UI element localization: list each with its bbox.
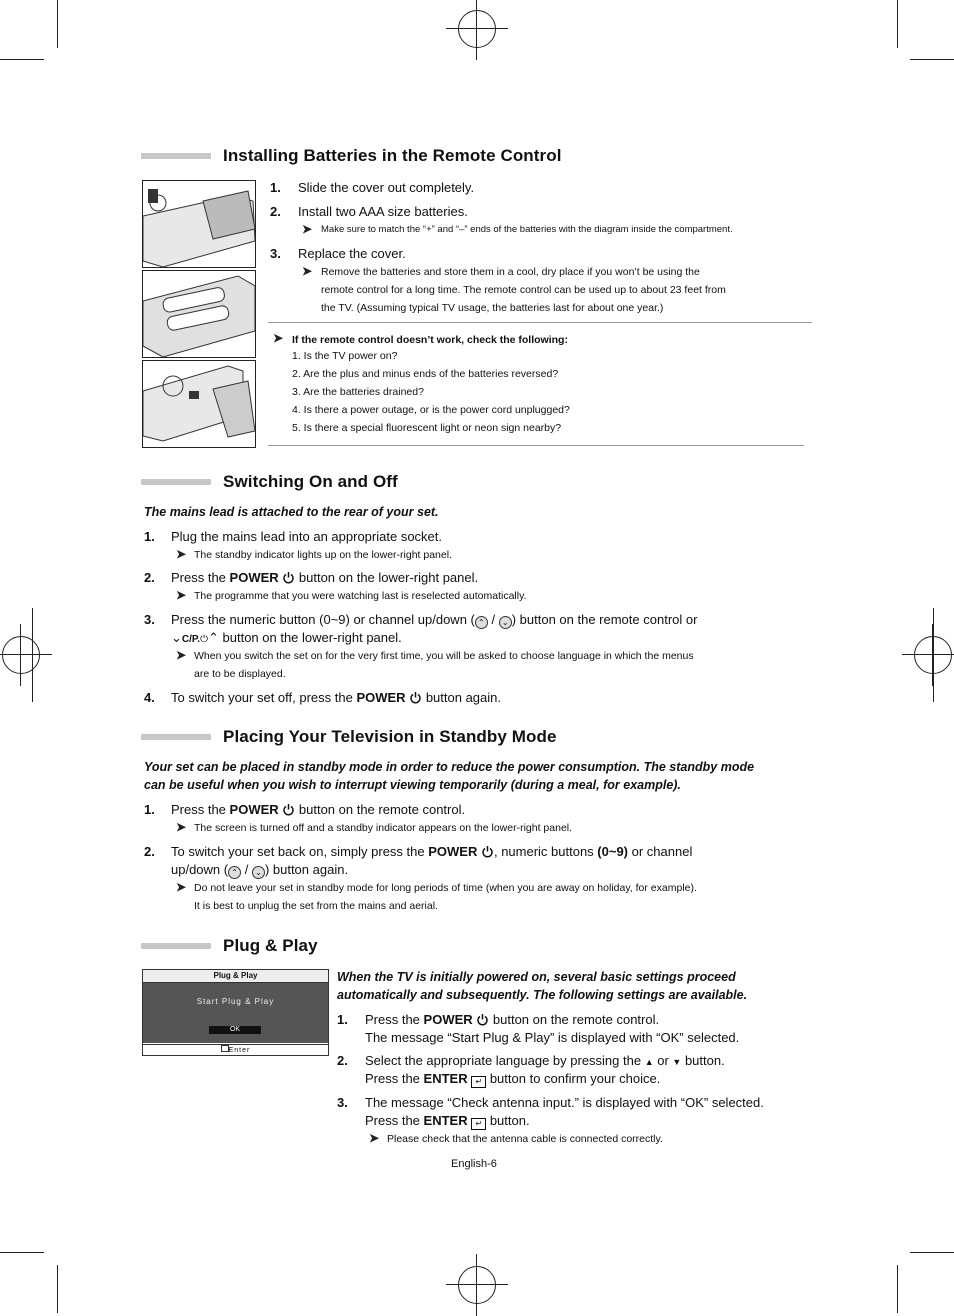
text-part: Press the [365,1012,424,1027]
step-text: Press the numeric button (0~9) or channel up/down ( ⌃ / ⌄ ) button on the remote control or [171,612,698,627]
crop-mark [57,0,58,48]
text-part: Select the appropriate language by pressing the [365,1053,645,1068]
enter-icon: ↵ [471,1118,486,1130]
enter-label: ENTER [423,1113,468,1128]
text-part: button on the remote control. [489,1012,660,1027]
section-bar [141,734,211,740]
note-arrow-icon: ➤ [176,588,187,602]
power-icon [481,845,494,861]
step-text [171,802,465,819]
text-part: ) button again. [264,862,349,877]
text-part: Press the [365,1071,424,1086]
text-part: button on the lower-right panel. [218,630,402,645]
step-number: 3. [270,246,281,261]
step-text [171,690,501,707]
text-part: Press the [171,802,230,817]
step-number: 1. [144,529,155,544]
check-heading: If the remote control doesn’t work, check the following: [292,334,568,346]
text-part: button. [486,1113,530,1128]
section-bar [141,479,211,485]
step-note: Do not leave your set in standby mode for long periods of time (when you are away on holiday, for example). [194,882,697,894]
text-part: button again. [422,690,501,705]
text-part: Press the [171,570,230,585]
step-number: 2. [337,1053,348,1068]
step-text: The message “Check antenna input.” is displayed with “OK” selected. [365,1095,764,1110]
step-note: are to be displayed. [194,668,286,680]
step-number: 2. [270,204,281,219]
step-text [365,1113,530,1130]
cp-label: C/P. [181,634,201,645]
step-text [365,1012,659,1029]
chevron-up-icon: ⌃ [208,630,219,645]
osd-title: Plug & Play [143,970,328,983]
crop-mark [897,1265,898,1313]
numeric-label: (0~9) [597,844,629,859]
remote-batteries-illustration [142,270,256,358]
enter-icon [221,1045,229,1052]
step-text [171,570,478,587]
step-note: The screen is turned off and a standby indicator appears on the lower-right panel. [194,822,573,834]
osd-footer [143,1044,328,1056]
crop-mark [910,59,954,60]
channel-up-icon: ⌃ [228,866,241,879]
step-text [171,630,402,646]
step-number: 3. [144,612,155,627]
check-item: 1. Is the TV power on? [292,350,398,362]
text-part: , numeric buttons [493,844,598,859]
text-part: To switch your set off, press the [171,690,357,705]
step-note: Please check that the antenna cable is connected correctly. [387,1133,663,1145]
osd-message: Start Plug & Play [196,997,275,1006]
step-text: up/down ( ⌃ / ⌄ ) button again. [171,862,349,877]
text-part: button. [681,1053,725,1068]
down-arrow-icon: ▼ [672,1057,682,1067]
section-bar [141,153,211,159]
step-note: The programme that you were watching last is reselected automatically. [194,590,527,602]
step-number: 1. [144,802,155,817]
step-text: Plug the mains lead into an appropriate socket. [171,529,443,544]
divider [268,445,804,446]
up-arrow-icon: ▲ [644,1057,654,1067]
step-number: 1. [337,1012,348,1027]
power-label: POWER [428,844,478,859]
enter-label: ENTER [423,1071,468,1086]
step-note: Remove the batteries and store them in a cool, dry place if you won’t be using the [321,266,700,278]
step-note: The standby indicator lights up on the lower-right panel. [194,549,452,561]
power-icon [409,691,422,707]
section-title-plug-play: Plug & Play [223,936,318,955]
section-title-batteries: Installing Batteries in the Remote Control [223,146,562,165]
section-title-standby: Placing Your Television in Standby Mode [223,727,557,746]
section-bar [141,943,211,949]
crop-mark [57,1265,58,1313]
step-note: Make sure to match the “+” and “–” ends of the batteries with the diagram inside the compartment. [321,224,733,235]
crop-mark [0,1252,44,1253]
text-part: Press the numeric button (0~9) or channel up/down ( [171,612,475,627]
step-text: The message “Start Plug & Play” is displayed with “OK” selected. [365,1030,740,1045]
section-intro: automatically and subsequently. The following settings are available. [337,988,748,1002]
channel-up-icon: ⌃ [475,616,488,629]
step-text: Slide the cover out completely. [298,180,475,195]
step-text: Install two AAA size batteries. [298,204,468,219]
power-label: POWER [356,690,406,705]
text-part: button to confirm your choice. [486,1071,661,1086]
osd-body [143,983,328,1043]
note-arrow-icon: ➤ [176,880,187,894]
check-item: 5. Is there a special fluorescent light or neon sign nearby? [292,422,562,434]
osd-ok-button[interactable]: OK [209,1026,261,1034]
text-part: or channel [628,844,693,859]
check-item: 4. Is there a power outage, or is the power cord unplugged? [292,404,570,416]
step-text [171,844,692,861]
step-note: the TV. (Assuming typical TV usage, the batteries last for about one year.) [321,302,664,314]
crop-mark [897,0,898,48]
text-part: ) button on the remote control or [511,612,698,627]
power-icon [282,571,295,587]
text-part: up/down ( [171,862,229,877]
note-arrow-icon: ➤ [176,648,187,662]
section-intro: The mains lead is attached to the rear of your set. [144,505,439,519]
page-number: English-6 [451,1158,497,1170]
note-arrow-icon: ➤ [176,547,187,561]
note-arrow-icon: ➤ [302,264,313,278]
step-number: 3. [337,1095,348,1110]
step-number: 4. [144,690,155,705]
step-note: When you switch the set on for the very first time, you will be asked to choose language in which the menus [194,650,694,662]
remote-cover-illustration [142,180,256,268]
crop-mark [0,59,44,60]
note-arrow-icon: ➤ [176,820,187,834]
note-arrow-icon: ➤ [302,222,313,236]
section-intro: When the TV is initially powered on, several basic settings proceed [337,970,736,984]
text-part: Press the [365,1113,424,1128]
plug-play-osd-screen [142,969,329,1056]
check-item: 2. Are the plus and minus ends of the batteries reversed? [292,368,559,380]
note-arrow-icon: ➤ [273,331,284,345]
step-text [365,1053,725,1068]
text-part: button on the lower-right panel. [295,570,479,585]
step-number: 1. [270,180,281,195]
text-part: button on the remote control. [295,802,466,817]
power-icon: ⏻ [200,634,208,645]
remote-replace-cover-illustration [142,360,256,448]
crop-mark [910,1252,954,1253]
power-label: POWER [229,802,279,817]
text-part: or [653,1053,673,1068]
channel-down-icon: ⌄ [252,866,265,879]
osd-footer-label: Enter [228,1047,251,1054]
registration-mark [458,1266,496,1304]
enter-icon: ↵ [471,1076,486,1088]
registration-mark [914,636,952,674]
chevron-down-icon: ⌄ [171,630,182,645]
power-icon [476,1013,489,1029]
step-number: 2. [144,844,155,859]
step-note: remote control for a long time. The remote control can be used up to about 23 feet from [321,284,726,296]
divider [268,322,812,323]
power-label: POWER [229,570,279,585]
note-arrow-icon: ➤ [369,1131,380,1145]
step-text [365,1071,660,1088]
section-intro: can be useful when you wish to interrupt viewing temporarily (during a meal, for example). [144,778,681,792]
step-text: Replace the cover. [298,246,406,261]
section-intro: Your set can be placed in standby mode in order to reduce the power consumption. The standby mode [144,760,755,774]
check-item: 3. Are the batteries drained? [292,386,424,398]
channel-down-icon: ⌄ [499,616,512,629]
power-icon [282,803,295,819]
section-title-switching: Switching On and Off [223,472,398,491]
registration-mark [458,10,496,48]
step-note: It is best to unplug the set from the mains and aerial. [194,900,438,912]
registration-mark [2,636,40,674]
step-number: 2. [144,570,155,585]
power-label: POWER [423,1012,473,1027]
text-part: To switch your set back on, simply press the [171,844,429,859]
